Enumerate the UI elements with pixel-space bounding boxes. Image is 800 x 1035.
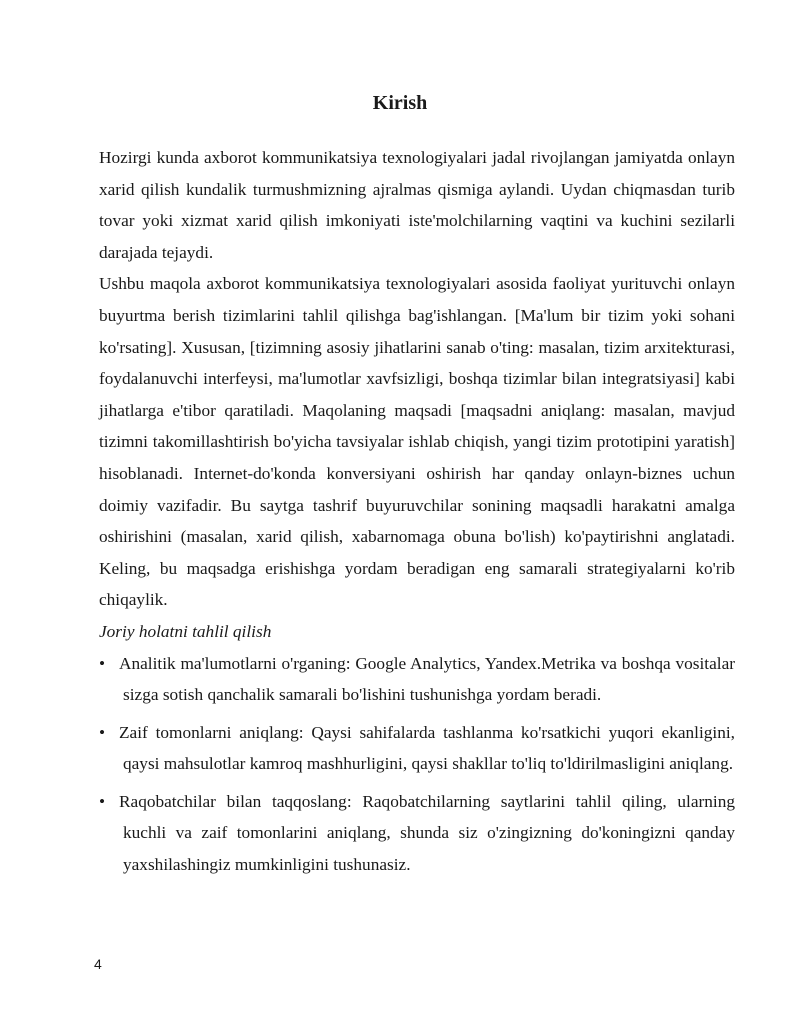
page-title: Kirish bbox=[372, 92, 428, 114]
bullet-text: Raqobatchilar bilan taqqoslang: Raqobatchilarning saytlarini tahlil qiling, ularning kuchli va zaif tomonlarini aniqlang, shunda siz o'zingizning do'koningizni qanday yaxshilashingiz mumkinligini tushunasiz. bbox=[119, 791, 735, 875]
bullet-icon: • bbox=[99, 791, 106, 811]
bullet-icon: • bbox=[99, 653, 106, 673]
paragraph-intro: Hozirgi kunda axborot kommunikatsiya texnologiyalari jadal rivojlangan jamiyatda onlayn xarid qilish kundalik turmushmizning ajralmas qismiga aylandi. Uydan chiqmasdan turib tovar yoki xizmat xarid qilish imkoniyati iste'molchilarning vaqtini va kuchini sezilarli darajada tejaydi. bbox=[99, 148, 735, 262]
bullet-list bbox=[99, 648, 735, 881]
bullet-text: Zaif tomonlarni aniqlang: Qaysi sahifalarda tashlanma ko'rsatkichi yuqori ekanligini, qaysi mahsulotlar kamroq mashhurligini, qaysi shakllar to'liq to'ldirilmasligini aniqlang. bbox=[119, 722, 735, 774]
bullet-icon: • bbox=[99, 722, 106, 742]
bullet-text: Analitik ma'lumotlarni o'rganing: Google Analytics, Yandex.Metrika va boshqa vositalar sizga sotish qanchalik samarali bo'lishini tushunishga yordam beradi. bbox=[119, 653, 735, 705]
section-heading: Joriy holatni tahlil qilish bbox=[99, 621, 272, 641]
page-number: 4 bbox=[94, 956, 102, 972]
paragraph-main: Ushbu maqola axborot kommunikatsiya texnologiyalari asosida faoliyat yurituvchi onlayn buyurtma berish tizimlarini tahlil qilishga bag'ishlangan. [Ma'lum bir tizim yoki sohani ko'rsating]. Xususan, [tizimning asosiy jihatlarini sanab o'ting: masalan, tizim arxitekturasi, foydalanuvchi interfeysi, ma'lumotlar xavfsizligi, boshqa tizimlar bilan integratsiyasi] kabi jihatlarga e'tibor qaratiladi. Maqolaning maqsadi [maqsadni aniqlang: masalan, mavjud tizimni takomillashtirish bo'yicha tavsiyalar ishlab chiqish, yangi tizim prototipini yaratish] hisoblanadi. Internet-do'konda konversiyani oshirish har qanday onlayn-biznes uchun doimiy vazifadir. Bu saytga tashrif buyuruvchilar sonining maqsadli harakatni amalga oshirishini (masalan, xarid qilish, xabarnomaga obuna bo'lish) ko'paytirishni anglatadi. Keling, bu maqsadga erishishga yordam beradigan eng samarali strategiyalarni ko'rib chiqaylik. bbox=[99, 274, 735, 610]
body-text bbox=[99, 142, 735, 887]
list-item bbox=[99, 786, 735, 881]
list-item bbox=[99, 648, 735, 711]
list-item bbox=[99, 717, 735, 780]
